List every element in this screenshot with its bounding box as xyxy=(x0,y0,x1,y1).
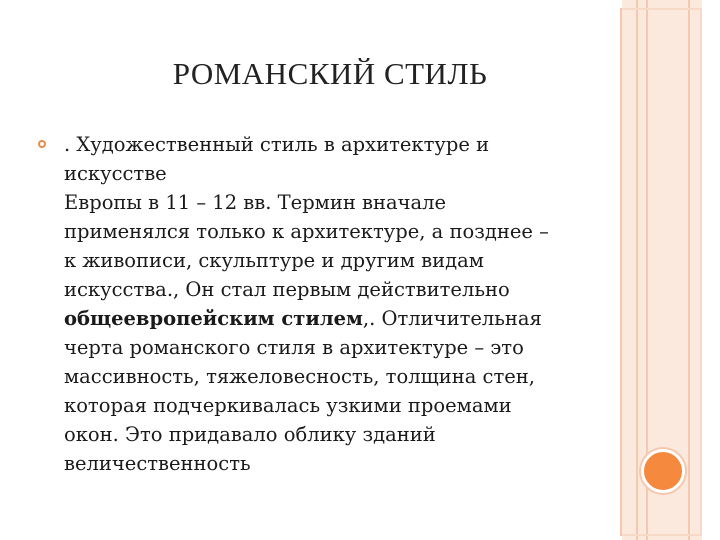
body-line: Европы в 11 – 12 вв. Термин вначале xyxy=(64,191,447,214)
slide-body xyxy=(64,130,612,478)
body-line: искусства., Он стал первым действительно xyxy=(64,278,510,301)
body-line: применялся только к архитектуре, а позднее – xyxy=(64,220,549,243)
body-line: черта романского стиля в архитектуре – это xyxy=(64,336,524,359)
body-line: величественность xyxy=(64,452,251,475)
body-line: окон. Это придавало облику зданий xyxy=(64,423,436,446)
bold-phrase: общеевропейским стилем xyxy=(64,307,363,330)
body-line: массивность, тяжеловесность, толщина стен, xyxy=(64,365,535,388)
body-line: которая подчеркивалась узкими проемами xyxy=(64,394,512,417)
body-line: . Художественный стиль в архитектуре и xyxy=(64,133,490,156)
bullet-icon xyxy=(38,140,46,148)
body-line: искусстве xyxy=(64,162,167,185)
body-line-bold xyxy=(64,304,612,333)
decorative-circle xyxy=(641,449,685,493)
bold-tail: ,. Отличительная xyxy=(362,307,542,330)
slide-title: РОМАНСКИЙ СТИЛЬ xyxy=(172,56,488,91)
body-line: к живописи, скульптуре и другим видам xyxy=(64,249,484,272)
